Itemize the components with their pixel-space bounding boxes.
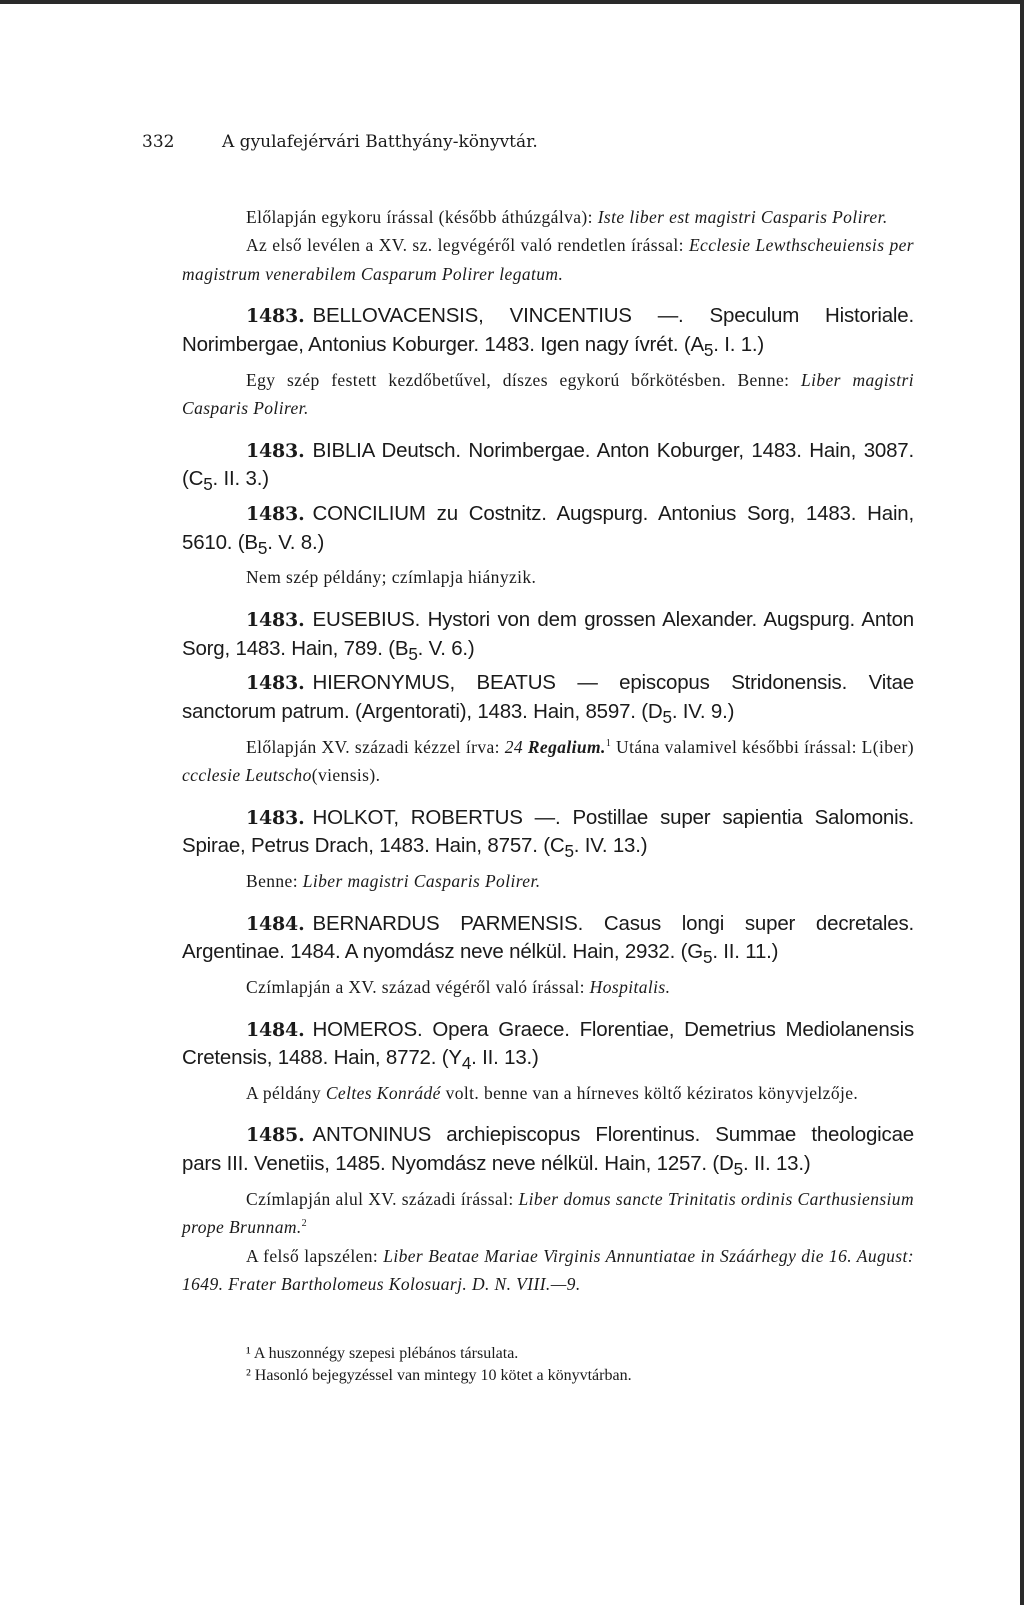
entry-text: HIERONYMUS, BEATUS — episcopus Stridonensis. Vitae sanctorum patrum. (Argentorati), 1483. Hain, 8597. ($D_5$. IV. 9.) (182, 671, 914, 727)
entry-year: 1483. (246, 672, 305, 695)
entry-year: 1483. (246, 503, 305, 526)
entry-year: 1484. (246, 912, 305, 935)
entry-note: Czímlapján alul XV. századi írással: Liber domus sancte Trinitatis ordinis Carthusiensium prope Brunnam.$^2$ (182, 1188, 914, 1238)
entry-note: Előlapján XV. századi kézzel írva: 24 Regalium.$^1$ Utána valamivel későbbi írással: L(iber) ccclesie Leutscho(viensis). (182, 736, 915, 786)
catalog-entry (182, 437, 914, 500)
catalog-entry (182, 804, 914, 867)
entry-year: 1483. (246, 609, 305, 631)
entry-text: BERNARDUS PARMENSIS. Casus longi super decretales. Argentinae. 1484. A nyomdász neve nélkül. Hain, 2932. ($G_5$. II. 11.) (182, 911, 914, 968)
entry-text: HOMEROS. Opera Graece. Florentiae, Demetrius Mediolanensis Cretensis, 1488. Hain, 8772. ($Y_4$. II. 13.) (182, 1017, 914, 1074)
entry-text: HOLKOT, ROBERTUS —. Postillae super sapientia Salomonis. Spirae, Petrus Drach, 1483. Hain, 8757. ($C_5$. IV. 13.) (182, 805, 914, 862)
catalog-entry (182, 910, 914, 973)
footnote-1: ¹ A huszonnégy szepesi plébános társulata. (246, 1345, 519, 1363)
entry-note: A példány Celtes Konrádé volt. benne van a hírneves költő kéziratos könyvjelzője. (246, 1082, 859, 1103)
catalog-entry (182, 606, 914, 669)
page-top-border (0, 0, 1024, 4)
catalog-entry (182, 1121, 914, 1184)
catalog-entry (182, 669, 914, 732)
entry-text: EUSEBIUS. Hystori von dem grossen Alexander. Augspurg. Anton Sorg, 1483. Hain, 789. ($B_5$. V. 6.) (182, 608, 914, 664)
entry-note: Czímlapján a XV. század végéről való írással: Hospitalis. (246, 976, 671, 997)
running-title: A gyulafejérvári Batthyány-könyvtár. (222, 132, 538, 152)
entry-note: Egy szép festett kezdőbetűvel, díszes egykorú bőrkötésben. Benne: Liber magistri Casparis Polirer. (182, 369, 914, 419)
catalog-entries (182, 203, 914, 1299)
catalog-entry (182, 302, 914, 365)
entry-text: BELLOVACENSIS, VINCENTIUS —. Speculum Historiale. Norimbergae, Antonius Koburger. 1483. Igen nagy ívrét. ($A_5$. I. 1.) (182, 304, 914, 361)
entry-year: 1485. (246, 1124, 305, 1147)
page-number: 332 (142, 132, 175, 152)
entry-note: Az első levélen a XV. sz. legvégéről való rendetlen írással: Ecclesie Lewthscheuiensis per magistrum venerabilem Casparum Polirer legatum. (182, 235, 914, 284)
entry-note: A felső lapszélen: Liber Beatae Mariae Virginis Annuntiatae in Száárhegy die 16. August: 1649. Frater Bartholomeus Kolosuarj. D. N. VIII.—9. (182, 1245, 914, 1295)
entry-text: BIBLIA Deutsch. Norimbergae. Anton Koburger, 1483. Hain, 3087. ($C_5$. II. 3.) (182, 438, 914, 495)
entry-year: 1483. (246, 305, 305, 328)
footnote-2: ² Hasonló bejegyzéssel van mintegy 10 kötet a könyvtárban. (246, 1367, 632, 1385)
entry-note: Nem szép példány; czímlapja hiányzik. (246, 567, 537, 588)
entry-text: ANTONINUS archiepiscopus Florentinus. Summae theologicae pars III. Venetiis, 1485. Nyomdász neve nélkül. Hain, 1257. ($D_5$. II. 13.) (182, 1123, 914, 1180)
entry-note: Előlapján egykoru írással (később áthúzgálva): Iste liber est magistri Casparis Polirer. (246, 206, 888, 227)
running-head (142, 128, 914, 157)
catalog-entry (182, 500, 914, 563)
entry-year: 1483. (246, 439, 305, 462)
footnotes (182, 1343, 914, 1387)
page-content (142, 128, 915, 1387)
entry-note: Benne: Liber magistri Casparis Polirer. (246, 871, 541, 892)
entry-text: CONCILIUM zu Costnitz. Augspurg. Antonius Sorg, 1483. Hain, 5610. ($B_5$. V. 8.) (182, 502, 914, 558)
entry-year: 1484. (246, 1018, 305, 1041)
catalog-entry (182, 1016, 914, 1079)
page-right-border (1020, 0, 1024, 1605)
entry-year: 1483. (246, 806, 305, 829)
